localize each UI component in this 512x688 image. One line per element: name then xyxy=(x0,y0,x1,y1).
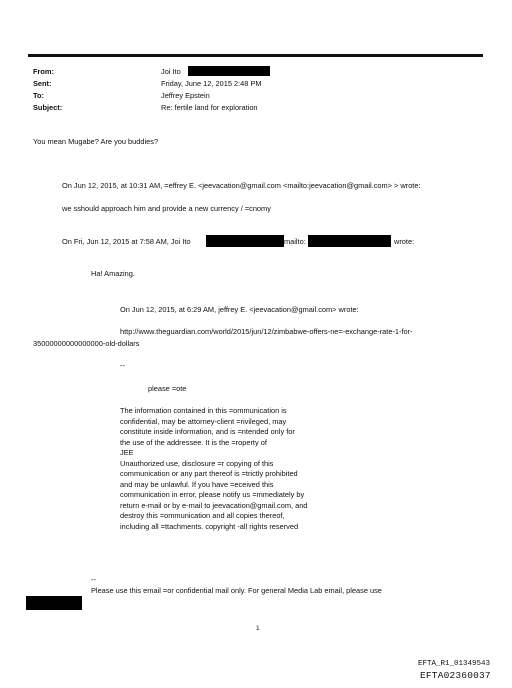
disclaimer-line: communication or any part thereof is =trictly prohibited xyxy=(120,469,298,478)
from-value: Joi Ito xyxy=(161,67,181,76)
disclaimer-line: the use of the addressee. It is the =roperty of xyxy=(120,437,267,447)
quote2-attribution-mailto: mailto: xyxy=(284,237,306,246)
subject-value: Re: fertile land for exploration xyxy=(161,103,258,112)
page-number: 1 xyxy=(256,625,260,632)
please-note: please =ote xyxy=(148,384,187,393)
disclaimer-line: JEE xyxy=(120,448,134,457)
subject-label: Subject: xyxy=(33,103,63,112)
disclaimer-block xyxy=(120,406,307,532)
quote2-attribution-end: wrote: xyxy=(394,237,415,246)
disclaimer-line: destroy this =ommunication and all copies thereof, xyxy=(120,511,285,520)
disclaimer-line: return e-mail or by e-mail to jeevacation@gmail.com, and xyxy=(120,500,308,510)
redaction-box xyxy=(188,66,270,76)
redaction-box xyxy=(26,596,82,610)
disclaimer-line: communication in error, please notify us =mmediately by xyxy=(120,490,305,499)
quote3-attribution: On Jun 12, 2015, at 6:29 AM, jeffrey E. <jeevacation@gmail.com> wrote: xyxy=(120,305,359,314)
reply-text: You mean Mugabe? Are you buddies? xyxy=(33,137,159,146)
to-label: To: xyxy=(33,91,44,100)
bates-number-1: EFTA_R1_01349543 xyxy=(418,660,491,668)
header-rule xyxy=(28,54,483,57)
to-value: Jeffrey Epstein xyxy=(161,91,210,100)
bates-number-2: EFTA02360037 xyxy=(420,670,491,681)
quote1-text: we sshould approach him and provide a new currency / =cnomy xyxy=(62,204,271,213)
disclaimer-line: confidential, may be attorney-client =rivileged, may xyxy=(120,416,287,426)
quote1-attribution: On Jun 12, 2015, at 10:31 AM, =effrey E. <jeevacation@gmail.com <mailto:jeevacation@gmail.com> > wrote: xyxy=(62,181,421,190)
article-url-line2: 35000000000000000-old-dollars xyxy=(33,339,140,348)
disclaimer-line: The information contained in this =ommunication is xyxy=(120,406,287,415)
disclaimer-line: including all =ttachments. copyright -all rights reserved xyxy=(120,521,299,531)
sent-label: Sent: xyxy=(33,79,52,88)
quote2-text: Ha! Amazing. xyxy=(91,269,135,278)
footer-text: Please use this email =or confidential mail only. For general Media Lab email, please use xyxy=(91,586,382,595)
sent-value: Friday, June 12, 2015 2:48 PM xyxy=(161,79,262,88)
signature-dashes: -- xyxy=(120,361,125,370)
disclaimer-line: constitute inside information, and is =ntended only for xyxy=(120,427,295,436)
redaction-box xyxy=(308,235,391,247)
disclaimer-line: Unauthorized use, disclosure =r copying of this xyxy=(120,458,274,468)
redaction-box xyxy=(206,235,284,247)
quote2-attribution-start: On Fri, Jun 12, 2015 at 7:58 AM, Joi Ito xyxy=(62,237,191,246)
footer-dashes: -- xyxy=(91,575,96,584)
article-url-line1: http://www.theguardian.com/world/2015/jun/12/zimbabwe-offers-ne=-exchange-rate-1-for- xyxy=(120,327,413,336)
from-label: From: xyxy=(33,67,54,76)
disclaimer-line: and may be unlawful. If you have =eceived this xyxy=(120,479,274,489)
